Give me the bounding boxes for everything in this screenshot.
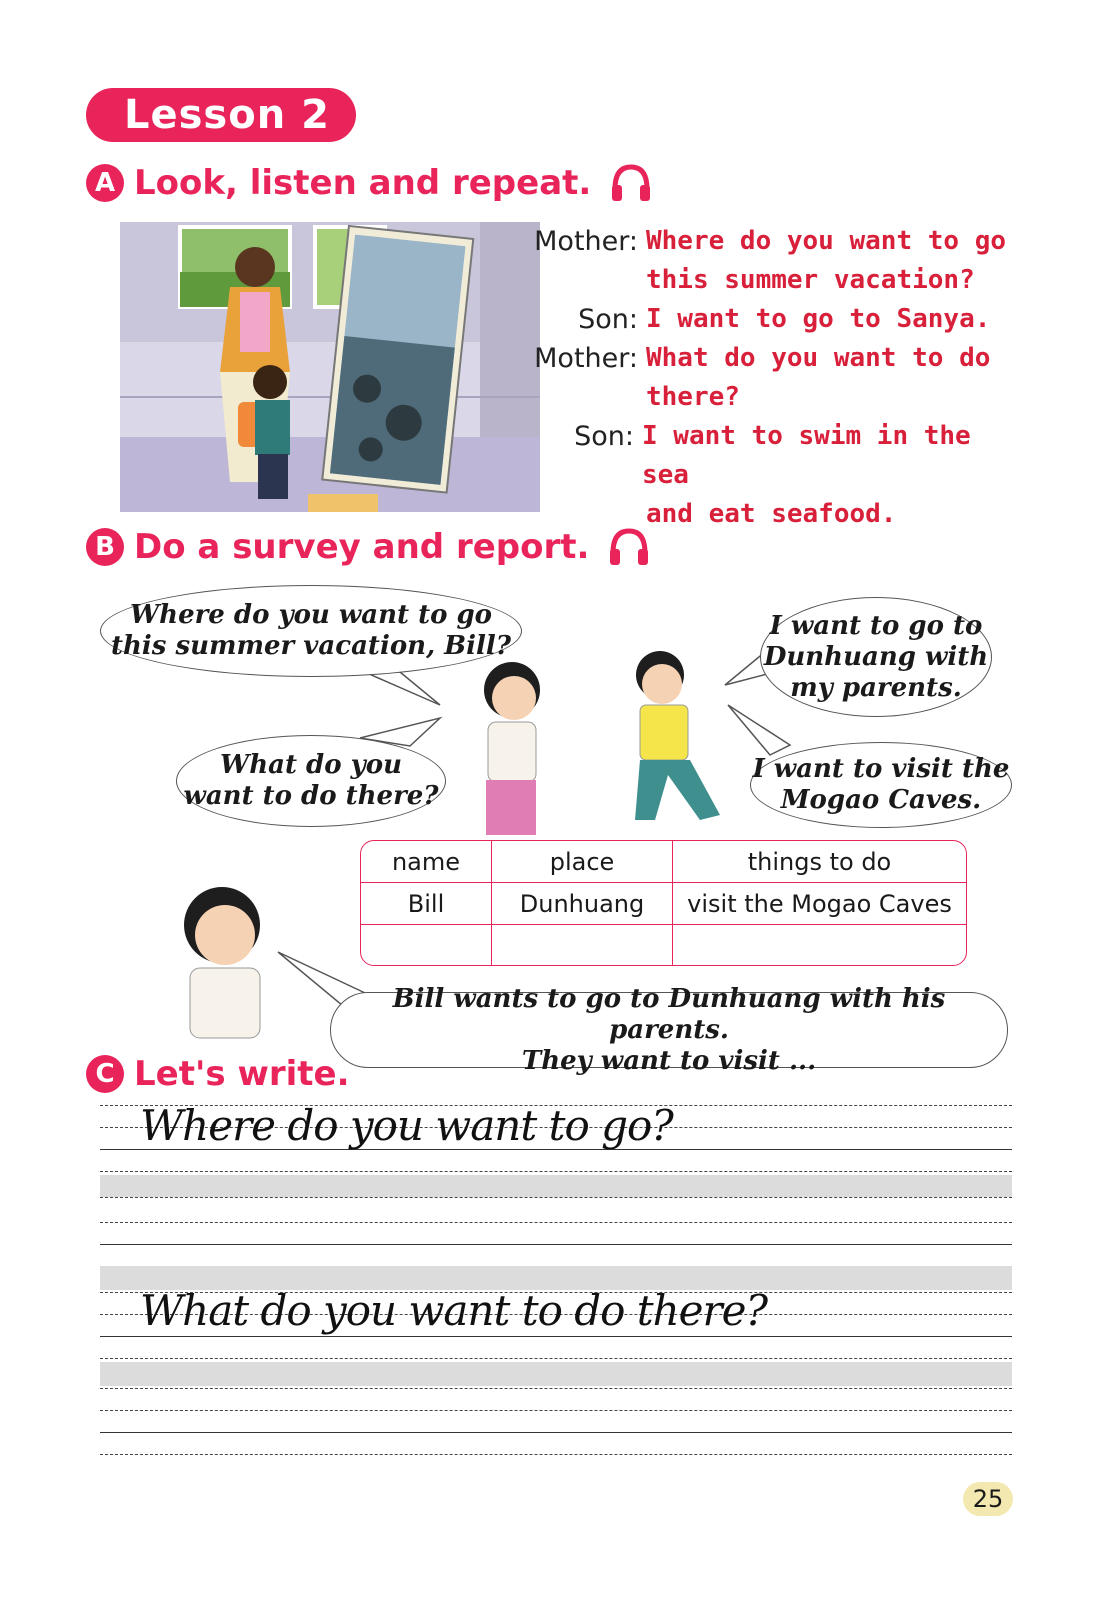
dialogue-turn	[520, 300, 1020, 339]
speaker: Son:	[574, 421, 634, 452]
section-c-title: Let's write.	[134, 1054, 350, 1094]
speaker: Mother:	[534, 343, 638, 374]
section-c-letter: C	[86, 1055, 124, 1093]
table-header-row	[361, 841, 966, 883]
dialogue-line: I want to go to Sanya.	[646, 304, 991, 334]
lesson-title: Lesson 2	[86, 88, 356, 142]
bubble-line: I want to go to	[769, 610, 983, 641]
speech-bubble-report	[330, 983, 1008, 1076]
table-cell: Dunhuang	[492, 883, 673, 925]
section-b-heading	[86, 527, 651, 567]
bubble-line: Where do you want to go	[129, 600, 493, 630]
headphones-icon[interactable]	[609, 163, 653, 203]
headphones-icon[interactable]	[607, 527, 651, 567]
dialogue-turn	[520, 417, 1020, 495]
section-a-title: Look, listen and repeat.	[134, 163, 592, 203]
table-cell-blank[interactable]	[673, 925, 967, 967]
girl-reporter-character	[184, 887, 260, 1038]
table-row	[361, 883, 966, 925]
writing-lines-blank-2[interactable]	[100, 1392, 1012, 1502]
section-c-heading	[86, 1054, 350, 1094]
boy-character	[635, 651, 720, 820]
dialogue-turn	[520, 339, 1020, 378]
bubble-line: They want to visit ...	[521, 1045, 817, 1076]
table-header: name	[361, 841, 492, 883]
table-cell-blank[interactable]	[492, 925, 673, 967]
section-a-letter: A	[86, 164, 124, 202]
survey-table	[360, 840, 967, 966]
speech-bubble-question-1	[100, 585, 522, 677]
handwritten-sentence: Where do you want to go?	[140, 1101, 673, 1150]
dialogue	[520, 222, 1020, 534]
bubble-line: I want to visit the	[752, 754, 1010, 784]
dialogue-line: What do you want to do	[646, 343, 991, 373]
table-cell-blank[interactable]	[361, 925, 492, 967]
speaker: Mother:	[534, 226, 638, 257]
section-a-heading	[86, 163, 653, 203]
writing-lines-1[interactable]	[100, 1101, 1012, 1215]
table-header: things to do	[673, 841, 967, 883]
page-number: 25	[963, 1482, 1013, 1516]
table-header: place	[492, 841, 673, 883]
writing-lines-2[interactable]	[100, 1286, 1012, 1402]
section-b-title: Do a survey and report.	[134, 527, 590, 567]
dialogue-turn-continued	[520, 378, 1020, 417]
table-row-empty	[361, 925, 966, 967]
bubble-line: this summer vacation, Bill?	[110, 631, 512, 661]
table-cell: Bill	[361, 883, 492, 925]
table-cell: visit the Mogao Caves	[673, 883, 967, 925]
bubble-line: Mogao Caves.	[780, 785, 982, 815]
section-b-letter: B	[86, 528, 124, 566]
dialogue-turn	[520, 222, 1020, 261]
speaker: Son:	[578, 304, 638, 335]
speech-bubble-answer-2	[750, 742, 1012, 828]
mother-son-poster-illustration	[120, 222, 540, 512]
dialogue-line: Where do you want to go	[646, 226, 1007, 256]
dialogue-line: and eat seafood.	[646, 499, 897, 529]
handwritten-sentence: What do you want to do there?	[140, 1286, 767, 1335]
dialogue-turn-continued	[520, 261, 1020, 300]
bubble-line: my parents.	[790, 672, 962, 703]
dialogue-line: I want to swim in the sea	[641, 421, 971, 490]
girl-character	[484, 662, 540, 835]
speech-bubble-question-2	[176, 735, 446, 827]
bubble-line: What do you	[220, 750, 402, 780]
dialogue-line: there?	[646, 382, 740, 412]
dialogue-line: this summer vacation?	[646, 265, 975, 295]
bubble-line: want to do there?	[183, 781, 439, 811]
speech-bubble-answer-1	[760, 597, 992, 717]
bubble-line: Dunhuang with	[763, 641, 989, 672]
bubble-line: Bill wants to go to Dunhuang with his parents.	[392, 983, 946, 1045]
